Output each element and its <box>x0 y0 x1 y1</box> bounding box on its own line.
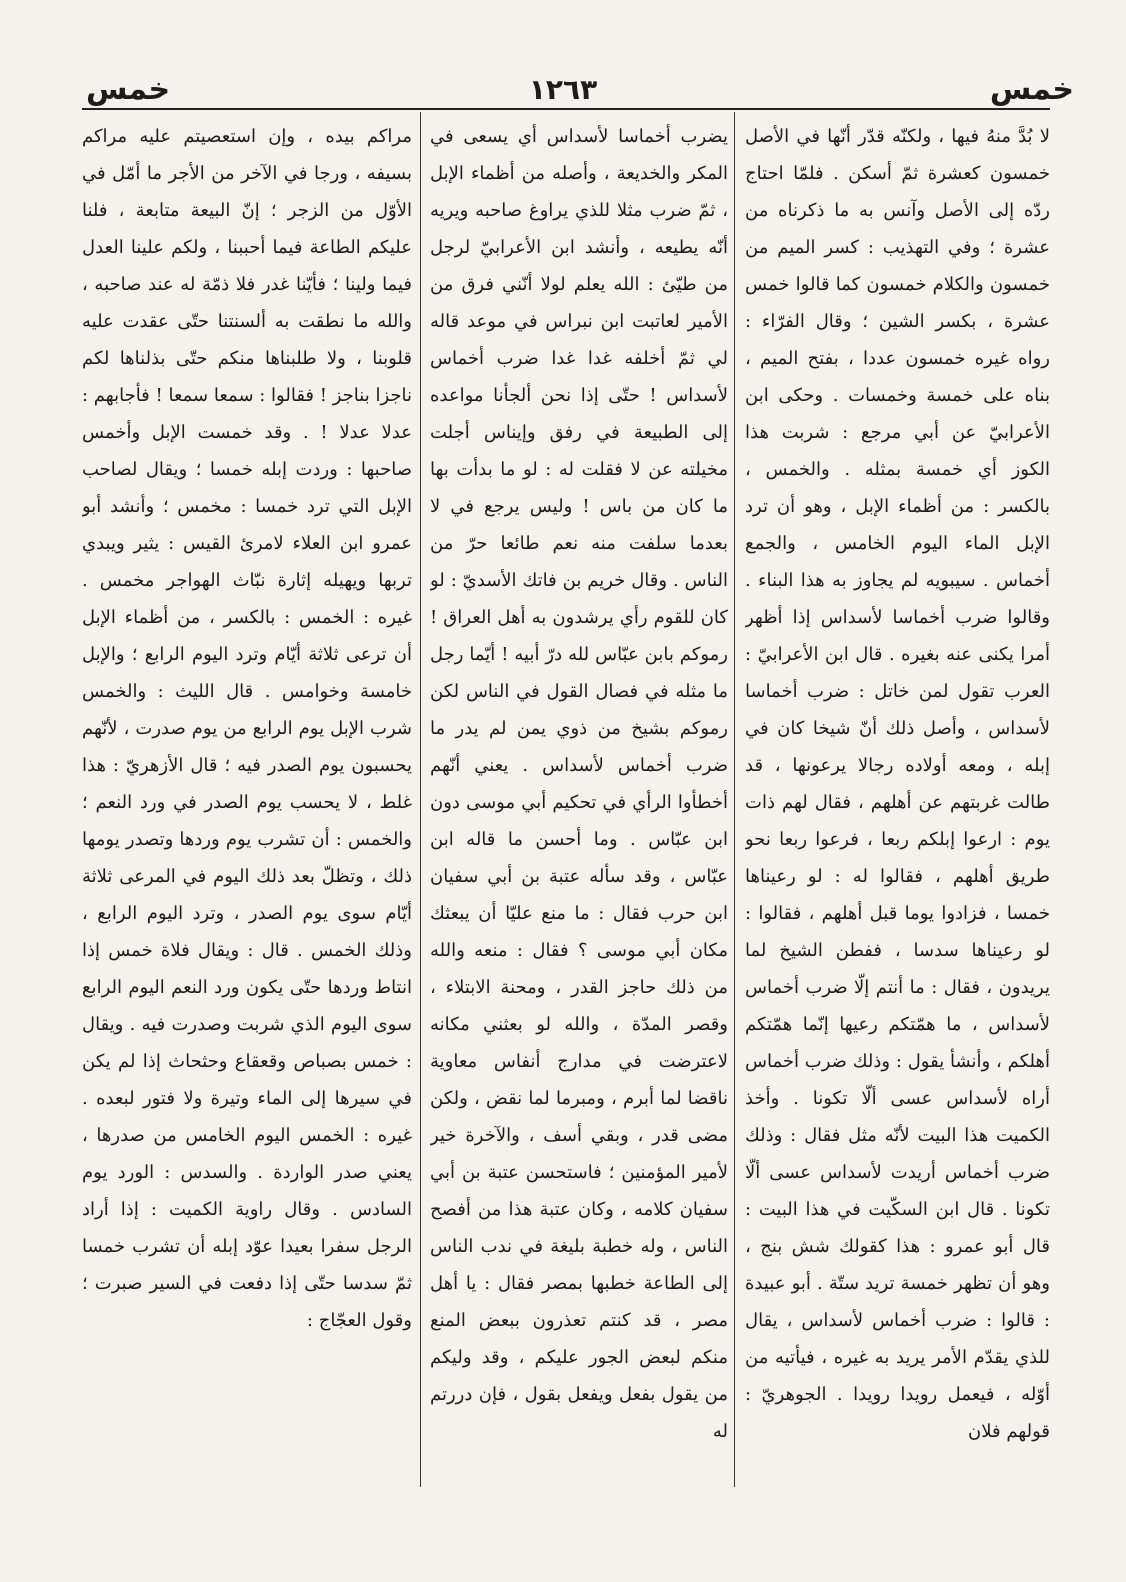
running-headword-left: خمس <box>86 72 171 107</box>
page-number: ١٢٦٣ <box>528 73 598 106</box>
column-right-text: لا بُدَّ منهُ فيها ، ولكنّه قدّر أنّها في الأصل خمسون كعشرة ثمّ أسكن . فلمّا احتاج ردّه إلى الأصل وآنس به ما ذكرناه من عشرة ؛ وفي التهذيب : كسر الميم من خمسون والكلام خمسون كما قالوا خمس عشرة ، بكسر الشين ؛ وقال الفرّاء : رواه غيره خمسون عددا ، بفتح الميم ، بناه على خمسة وخمسات . وحكى ابن الأعرابيّ عن أبي مرجع : شربت هذا الكوز أي خمسة بمثله . والخمس ، بالكسر : من أظماء الإبل ، وهو أن ترد الإبل الماء اليوم الخامس ، والجمع أخماس . سيبويه لم يجاوز به هذا البناء . وقالوا ضرب أخماسا لأسداس إذا أظهر أمرا يكنى عنه بغيره . قال ابن الأعرابيّ : العرب تقول لمن خاتل : ضرب أخماسا لأسداس ، وأصل ذلك أنّ شيخا كان في إبله ، ومعه أولاده رجالا يرعونها ، قد طالت غربتهم عن أهلهم ، فقال لهم ذات يوم : ارعوا إبلكم ربعا ، فرعوا ربعا نحو طريق أهلهم ، فقالوا له : لو رعيناها خمسا ، فزادوا يوما قبل أهلهم ، فقالوا : لو رعيناها سدسا ، ففطن الشيخ لما يريدون ، فقال : ما أنتم إلّا ضرب أخماس لأسداس ، ما همّتكم رعيها إنّما همّتكم أهلكم ، وأنشأ يقول : وذلك ضرب أخماس أراه لأسداس عسى ألّا تكونا . وأخذ الكميت هذا البيت لأنّه مثل فقال : وذلك ضرب أخماس أريدت لأسداس عسى ألّا تكونا . قال ابن السكّيت في هذا البيت : قال أبو عمرو : هذا كقولك شش بنج ، وهو أن تظهر خمسة تريد ستّة . أبو عبيدة : قالوا : ضرب أخماس لأسداس ، يقال للذي يقدّم الأمر يريد به غيره ، فيأتيه من أوّله ، فيعمل رويدا رويدا . الجوهريّ : قولهم فلان <box>745 126 1050 1442</box>
text-column-middle <box>430 118 728 1483</box>
header-rule <box>82 108 1050 110</box>
column-middle-text: يضرب أخماسا لأسداس أي يسعى في المكر والخديعة ، وأصله من أظماء الإبل ، ثمّ ضرب مثلا للذي يراوغ صاحبه ويريه أنّه يطيعه ، وأنشد ابن الأعرابيّ لرجل من طيّئ : الله يعلم لولا أنّني فرق من الأمير لعاتبت ابن نبراس في موعد قاله لي ثمّ أخلفه غدا غدا ضرب أخماس لأسداس ! حتّى إذا نحن ألجأنا مواعده إلى الطبيعة في رفق وإيناس أجلت مخيلته عن لا فقلت له : لو ما بدأت بها ما كان من باس ! وليس يرجع في لا بعدما سلفت منه نعم طائعا حرّ من الناس . وقال خريم بن فاتك الأسديّ : لو كان للقوم رأي يرشدون به أهل العراق ! رموكم بابن عبّاس لله درّ أبيه ! أيّما رجل ما مثله في فصال القول في الناس لكن رموكم بشيخ من ذوي يمن لم يدر ما ضرب أخماس لأسداس . يعني أنّهم أخطأوا الرأي في تحكيم أبي موسى دون ابن عبّاس . وما أحسن ما قاله ابن عبّاس ، وقد سأله عتبة بن أبي سفيان ابن حرب فقال : ما منع عليّا أن يبعثك مكان أبي موسى ؟ فقال : منعه والله من ذلك حاجز القدر ، ومحنة الابتلاء ، وقصر المدّة ، والله لو بعثني مكانه لاعترضت في مدارج أنفاس معاوية ناقضا لما أبرم ، ومبرما لما نقض ، ولكن مضى قدر ، وبقي أسف ، والآخرة خير لأمير المؤمنين ؛ فاستحسن عتبة بن أبي سفيان كلامه ، وكان عتبة هذا من أفصح الناس ، وله خطبة بليغة في ندب الناس إلى الطاعة خطبها بمصر فقال : يا أهل مصر ، قد كنتم تعذرون ببعض المنع منكم لبعض الجور عليكم ، وقد وليكم من يقول بفعل ويفعل بقول ، فإن دررتم له <box>430 126 728 1442</box>
column-left-text: مراكم بيده ، وإن استعصيتم عليه مراكم بسيفه ، ورجا في الآخر من الأجر ما أمّل في الأوّل من الزجر ؛ إنّ البيعة متابعة ، فلنا عليكم الطاعة فيما أحببنا ، ولكم علينا العدل فيما ولينا ؛ فأيّنا غدر فلا ذمّة له عند صاحبه ، والله ما نطقت به ألسنتنا حتّى عقدت عليه قلوبنا ، ولا طلبناها منكم حتّى بذلناها لكم ناجزا بناجز ! فقالوا : سمعا سمعا ! فأجابهم : عدلا عدلا ! . وقد خمست الإبل وأخمس صاحبها : وردت إبله خمسا ؛ ويقال لصاحب الإبل التي ترد خمسا : مخمس ؛ وأنشد أبو عمرو ابن العلاء لامرئ القيس : يثير ويبدي تربها ويهيله إثارة نبّاث الهواجر مخمس . غيره : الخمس : بالكسر ، من أظماء الإبل أن ترعى ثلاثة أيّام وترد اليوم الرابع ؛ والإبل خامسة وخوامس . قال الليث : والخمس شرب الإبل يوم الرابع من يوم صدرت ، لأنّهم يحسبون يوم الصدر فيه ؛ قال الأزهريّ : هذا غلط ، لا يحسب يوم الصدر في ورد النعم ؛ والخمس : أن تشرب يوم وردها وتصدر يومها ذلك ، وتظلّ بعد ذلك اليوم في المرعى ثلاثة أيّام سوى يوم الصدر ، وترد اليوم الرابع ، وذلك الخمس . قال : ويقال فلاة خمس إذا انتاط وردها حتّى يكون ورد النعم اليوم الرابع سوى اليوم الذي شربت وصدرت فيه . ويقال : خمس بصباص وقعقاع وحثحاث إذا لم يكن في سيرها إلى الماء وتيرة ولا فتور لبعده . غيره : الخمس اليوم الخامس من صدرها ، يعني صدر الواردة . والسدس : الورد يوم السادس . وقال راوية الكميت : إذا أراد الرجل سفرا بعيدا عوّد إبله أن تشرب خمسا ثمّ سدسا حتّى إذا دفعت في السير صبرت ؛ وقول العجّاج : <box>82 126 412 1331</box>
column-divider-left <box>420 112 421 1487</box>
text-column-left <box>82 118 412 1483</box>
text-column-right <box>745 118 1050 1483</box>
running-headword-right: خمس <box>989 72 1074 107</box>
column-divider-right <box>734 112 735 1487</box>
